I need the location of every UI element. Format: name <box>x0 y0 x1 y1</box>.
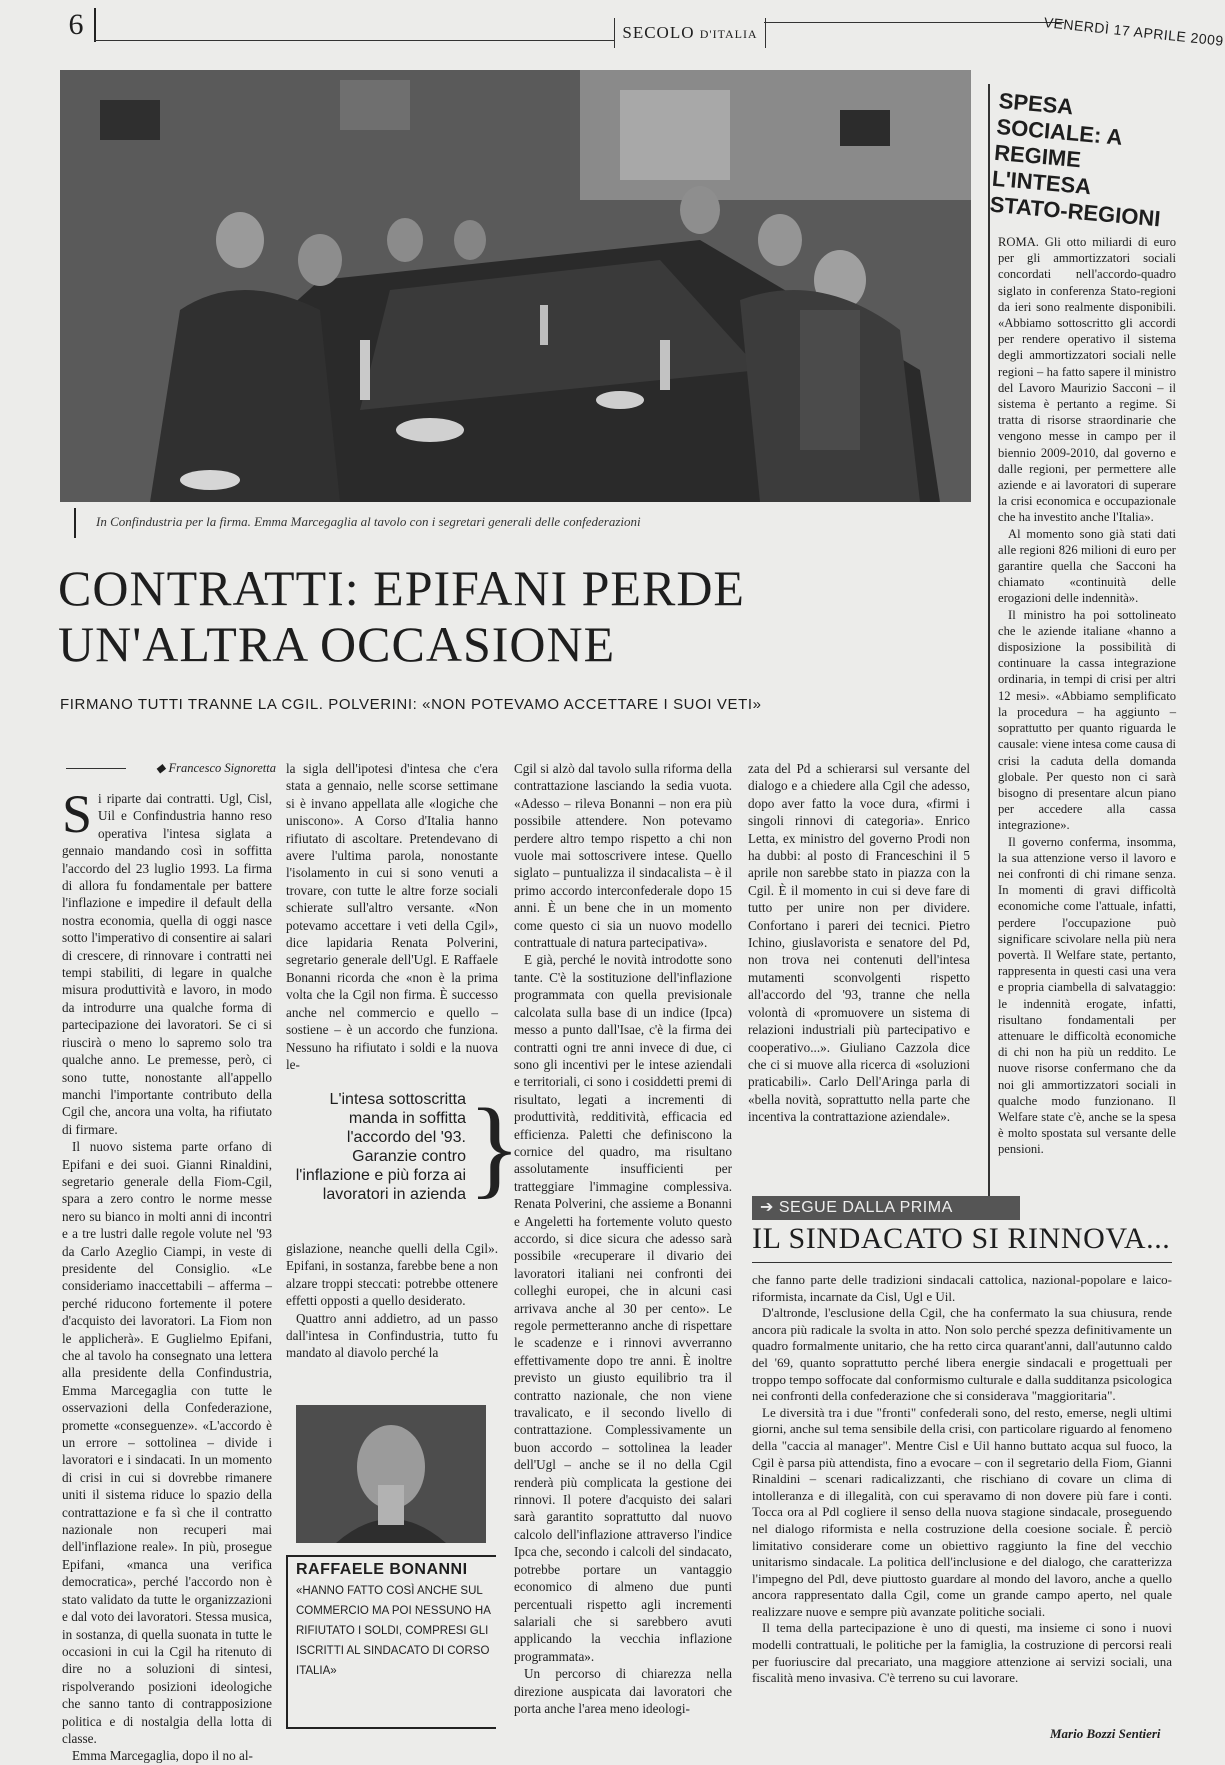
bonanni-box <box>286 1405 498 1727</box>
segue-paragraph: Le diversità tra i due "fronti" confederali sono, del resto, emerse, negli ultimi giorni, anche sul tema sensibile della crisi, con particolare riguardo al fenomeno della "caccia al manager". Mentre Cisl e Uil hanno buttato acqua sul fuoco, la Cgil è parsa più attendista, fino a evocare – con il segretario della Fiom, Gianni Rinaldini – scenari radicalizzanti, che rischiano di covare un clima di intolleranza e di illegalità, con cui speravamo di non dovere più fare i conti. Tocca ora al Pdl cogliere il senso della nuova stagione sindacale, proseguendo nel dialogo riformista e nella costruzione della coesione sociale. È perciò limitativo considerare come un obiettivo raggiunto la fine del vecchio unitarismo sindacale. La politica dell'inclusione e del dialogo, che caratterizza l'impegno del Pdl, deve piuttosto guardare al mondo del lavoro, anche a quello ancora rappresentato dalla Cgil, come un grande campo aperto, nel quale realizzare nuove e sempre più avanzate politiche sociali. <box>752 1404 1172 1619</box>
masthead-suffix: D'ITALIA <box>699 27 758 41</box>
segue-title: IL SINDACATO SI RINNOVA... <box>752 1222 1171 1255</box>
masthead-name: SECOLO <box>622 23 695 42</box>
article-column-3 <box>514 760 732 1722</box>
issue-date: VENERDÌ 17 APRILE 2009 <box>1043 14 1225 49</box>
segue-paragraph: che fanno parte delle tradizioni sindacali cattolica, nazional-popolare e laico-riformista, incarnate da Cisl, Ugl e Uil. <box>752 1272 1172 1304</box>
masthead <box>614 18 766 48</box>
caption-rule <box>74 508 76 538</box>
article-paragraph: E già, perché le novità introdotte sono tante. C'è la sostituzione dell'inflazione programmata con quella previsionale calcolata sulla base di un indice (Ipca) messo a punto dall'Isae, c'è la firma dei contratti ogni tre anni invece di due, ci sono gli incentivi per le intese aziendali e territoriali, ci sono i cosiddetti premi di risultato, legati a incrementi di produttività, redditività, efficacia ed efficienza. Paletti che definiscono la cornice del quadro, ma risultano assolutamente insufficienti per tratteggiare l'immagine complessiva. Renata Polverini, che assieme a Bonanni e Angeletti ha fortemente voluto questo accordo, si dice sicura che adesso sarà possibile «recuperare il divario dei lavoratori italiani nei confronti dei colleghi europei, che in alcuni casi arrivava anche al 30 per cento». Le regole permetteranno anche di rispettare le scadenze e i rinnovi avverranno effettivamente dopo tre anni. È inoltre previsto un giusto equilibrio tra il contratto nazionale, che non viene travalicato, e il secondo livello di contrattazione. Complessivamente un buon accordo – sottolinea la leader dell'Ugl – anche se il no della Cgil renderà più complicata la gestione dei rinnovi. Il potere d'acquisto dei salari sarà garantito soprattutto dal nuovo calcolo dell'inflazione attraverso l'indice Ipca che, secondo i calcoli del sindacato, potrebbe portare un vantaggio economico di almeno due punti percentuali rispetto agli incrementi salariali che si sarebbero avuti applicando la vecchia inflazione programmata». <box>514 952 732 1664</box>
article-subhead: FIRMANO TUTTI TRANNE LA CGIL. POLVERINI: «NON POTEVAMO ACCETTARE I SUOI VETI» <box>60 696 762 713</box>
article-paragraph: Un percorso di chiarezza nella direzione auspicata dai lavoratori che porta anche l'area meno ideologi- <box>514 1666 732 1716</box>
article-column-4 <box>748 760 970 1190</box>
article-paragraph: Cgil si alzò dal tavolo sulla riforma della contrattazione lasciando la sedia vuota. «Adesso – rileva Bonanni – non era più possibile attendere. Non potevamo perdere altro tempo rispetto a chi non vuole mai sottoscrivere intese. Quello siglato – puntualizza il sindacalista – è il primo accordo interconfederale dopo 15 anni. È un bene che in un momento come questo ci sia un nuovo modello contrattuale di natura partecipativa». <box>514 761 732 951</box>
sidebar-headline: SPESA SOCIALE: A REGIME L'INTESA STATO-REGIONI <box>988 88 1162 232</box>
quote-author: RAFFAELE BONANNI <box>296 1561 468 1578</box>
sidebar-paragraph: Il governo conferma, insomma, la sua attenzione verso il lavoro e nei confronti di chi rimane senza. In momenti di gravi difficoltà economiche come l'attuale, infatti, perdere l'occupazione può significare scivolare nella più nera povertà. Il Welfare state, pertanto, rappresenta in questi casi una vera e propria ciambella di salvataggio: le indennità erogate, infatti, risultano fondamentali per attenuare le difficoltà economiche di chi non ha più un reddito. Le nuove risorse confermano che da noi gli ammortizzatori sociali in qualche modo funzionano. Il Welfare state c'è, anche se la spesa è molto spostata sul versante delle pensioni. <box>998 834 1176 1157</box>
meeting-photo <box>60 70 971 502</box>
segue-label: ➔ SEGUE DALLA PRIMA <box>752 1196 1020 1220</box>
pull-quote: L'intesa sottoscritta manda in soffitta l'accordo del '93. Garanzie contro l'inflazione e più forza ai lavoratori in azienda <box>295 1091 466 1203</box>
article-column-2-continued <box>286 1240 498 1400</box>
segue-paragraph: D'altronde, l'esclusione della Cgil, che ha confermato la sua chiusura, rende ancora più radicale la svolta in atto. Non solo perché spezza definitivamente un quadro formalmente unitario, che ha retto circa quarant'anni, dall'autunno caldo del '69, quanto soprattutto perché libera energie sindacali e progettuali per troppo tempo soffocate dal conformismo culturale e dalla sudditanza psicologica nei confronti della confederazione che si considerava "maggioritaria". <box>752 1305 1172 1404</box>
headline-line: CONTRATTI: EPIFANI PERDE <box>58 560 745 616</box>
article-column-1 <box>62 784 272 1764</box>
header-rule <box>94 40 614 41</box>
sidebar-paragraph: ROMA. Gli otto miliardi di euro per gli ammortizzatori sociali concordati nell'accordo-quadro siglato in conferenza Stato-regioni da ieri sono realmente disponibili. «Abbiamo sottoscritto gli accordi per rendere operativo il sistema degli ammortizzatori sociali nelle regioni – ha fatto sapere il ministro del Lavoro Maurizio Sacconi – il sistema è pertanto a regime. Si tratta di risorse straordinarie che vengono messe in campo per il biennio 2009-2010, dal governo e dalle regioni, per permettere alle aziende e ai lavoratori di superare la crisi economica e occupazionale che ha investito anche l'Italia». <box>998 235 1176 525</box>
page-header <box>58 8 1225 49</box>
page-number: 6 <box>58 8 96 42</box>
article-paragraph: la sigla dell'ipotesi d'intesa che c'era stata a gennaio, nelle scorse settimane si è invano appellata alle «logiche che uniscono». A Corso d'Italia hanno rifiutato di ascoltare. Pretendevano di avere l'ultima parola, nonostante l'isolamento in cui si sono venuti a trovare, con tutte le altre forze sociali schierate sull'altro versante. «Non potevamo accettare i veti della Cgil», dice lapidaria Renata Polverini, segretario generale dell'Ugl. E Raffaele Bonanni ricorda che «non è la prima volta che la Cgil non firma. È successo anche nel commercio e quello – sostiene – è un accordo che funziona. Nessuno ha rifiutato i soldi e la nuova le- <box>286 761 498 1072</box>
sidebar-paragraph: Al momento sono già stati dati alle regioni 826 milioni di euro per garantire quella che Sacconi ha chiamato «continuità delle erogazioni delle indennità». <box>998 526 1176 606</box>
sidebar-paragraph: Il ministro ha poi sottolineato che le aziende italiane «hanno a disposizione la possibilità di continuare la cassa integrazione ordinaria, in tempi di crisi per altri 12 mesi». «Abbiamo semplificato la procedura – ha aggiunto – soprattutto per quanto riguarda le causale: viene intesa come causa di crisi la caduta della domanda globale. Per questo non ci sarà bisogno di presentare alcun piano per accedere alla cassa integrazione». <box>998 607 1176 833</box>
segue-signature: Mario Bozzi Sentieri <box>1050 1726 1161 1741</box>
article-column-2 <box>286 760 498 1080</box>
article-paragraph <box>62 784 272 1138</box>
paragraph-text: i riparte dai contratti. Ugl, Cisl, Uil e Confindustria hanno reso operativa l'intesa siglata a gennaio mandando così in soffitta l'accordo del 23 luglio 1993. La firma di allora fu fondamentale per battere l'inflazione e impedire il default della nostra economia, quella di oggi nasce sotto l'imperativo di consentire ai salari di crescere, di rinnovare i contratti nei tempi stabiliti, di legare in qualche misura produttività e lavoro, in modo da introdurre una qualche forma di partecipazione dei lavoratori. Se ci si riuscirà o meno lo sapremo solo tra qualche anno. Le premesse, però, ci sono tutte, nonostante all'appello manchi l'importante contributo della Cgil che, ancora una volta, ha rifiutato di firmare. <box>62 791 272 1137</box>
photo-caption: In Confindustria per la firma. Emma Marcegaglia al tavolo con i segretari generali delle confederazioni <box>96 514 641 529</box>
quote-text: «HANNO FATTO COSÌ ANCHE SUL COMMERCIO MA POI NESSUNO HA RIFIUTATO I SOLDI, COMPRESI GLI ISCRITTI AL SINDACATO DI CORSO ITALIA» <box>296 1585 491 1677</box>
article-paragraph: gislazione, neanche quelli della Cgil». Epifani, in sostanza, farebbe bene a non alzare troppi steccati: potrebbe ottenere effetti opposti a quello desiderato. <box>286 1241 498 1309</box>
article-paragraph: Il nuovo sistema parte orfano di Epifani e dei suoi. Gianni Rinaldini, segretario generale della Fiom-Cgil, spara a zero contro le norme messe nero su bianco in molti anni di incontri e a tre lustri dalle regole volute nel '93 da Carlo Azeglio Ciampi, in veste di presidente del Consiglio. «Le consideriamo inaccettabili – afferma – perché riducono fortemente il potere d'acquisto dei lavoratori. La Fiom non le applicherà». E Guglielmo Epifani, che al tavolo ha consegnato una lettera alla presidente della Confindustria, Emma Marcegaglia con tutte le osservazioni della Confederazione, promette «conseguenze». «L'accordo è un errore – sottolinea – divide i lavoratori e i sindacati. In un momento di crisi in cui si dovrebbe rimanere uniti il sistema riduce lo spazio della contrattazione e fa sì che il contratto nazionale non recuperi mai dell'inflazione reale». In più, prosegue Epifani, «manca una verifica democratica», perché l'accordo non è stato validato da tutte le organizzazioni e dal voto dei lavoratori. Stessa musica, in sostanza, di quella suonata in tutte le occasioni in cui la Cgil ha ritenuto di dire no a soluzioni di sintesi, rispolverando posizioni ideologiche che sanno tanto di contrapposizione politica e di nostalgia della lotta di classe. <box>62 1139 272 1746</box>
segue-paragraph: Il tema della partecipazione è uno di questi, ma insieme ci sono i nuovi modelli contrattuali, le politiche per la famiglia, la costruzione di percorsi reali per fuoriuscire dal precariato, una maggiore attenzione ai servizi sociali, una fiscalità meno invasiva. C'è terreno su cui lavorare. <box>752 1620 1172 1686</box>
article-paragraph: zata del Pd a schierarsi sul versante del dialogo e a chiedere alla Cgil che adesso, dopo aver fatto la voce dura, «firmi i singoli rinnovi di categoria». Enrico Letta, ex ministro del governo Prodi non ha dubbi: al posto di Franceschini il 5 aprile non sarebbe stato in piazza con la Cgil. È il momento in cui si deve fare di tutto per unire non per dividere. Confortano i pareri dei tecnici. Pietro Ichino, giuslavorista e senatore del Pd, non trova nei contenuti dell'intesa mutamenti sconvolgenti rispetto all'accordo del '93, tranne che nella volontà di «promuovere un sistema di relazioni industriali più partecipativo e cooperativo...». Giuliano Cazzola dice che ci si muove alla ricerca di «soluzioni praticabili». Carlo Dell'Aringa parla di «bella novità, soprattutto nella parte che incentiva la contrattazione aziendale». <box>748 761 970 1125</box>
bonanni-portrait <box>296 1405 486 1543</box>
byline: ◆ Francesco Signoretta <box>66 760 276 776</box>
article-headline <box>58 560 968 672</box>
article-paragraph: Emma Marcegaglia, dopo il no al- <box>72 1748 253 1764</box>
article-paragraph: Quattro anni addietro, ad un passo dall'intesa in Confindustria, tutto fu mandato al diavolo perché la <box>286 1310 498 1361</box>
meeting-photo-illustration <box>60 70 971 502</box>
segue-rule <box>752 1262 1172 1263</box>
headline-line: UN'ALTRA OCCASIONE <box>58 616 616 672</box>
header-rule <box>764 22 1064 23</box>
portrait-illustration <box>296 1405 486 1543</box>
pull-quote-brace: } <box>468 1086 521 1208</box>
sidebar-article <box>988 84 1176 1214</box>
sidebar-body <box>998 234 1176 1214</box>
segue-body <box>752 1272 1172 1724</box>
bonanni-quote-box <box>286 1555 496 1729</box>
drop-cap: S <box>62 784 93 844</box>
